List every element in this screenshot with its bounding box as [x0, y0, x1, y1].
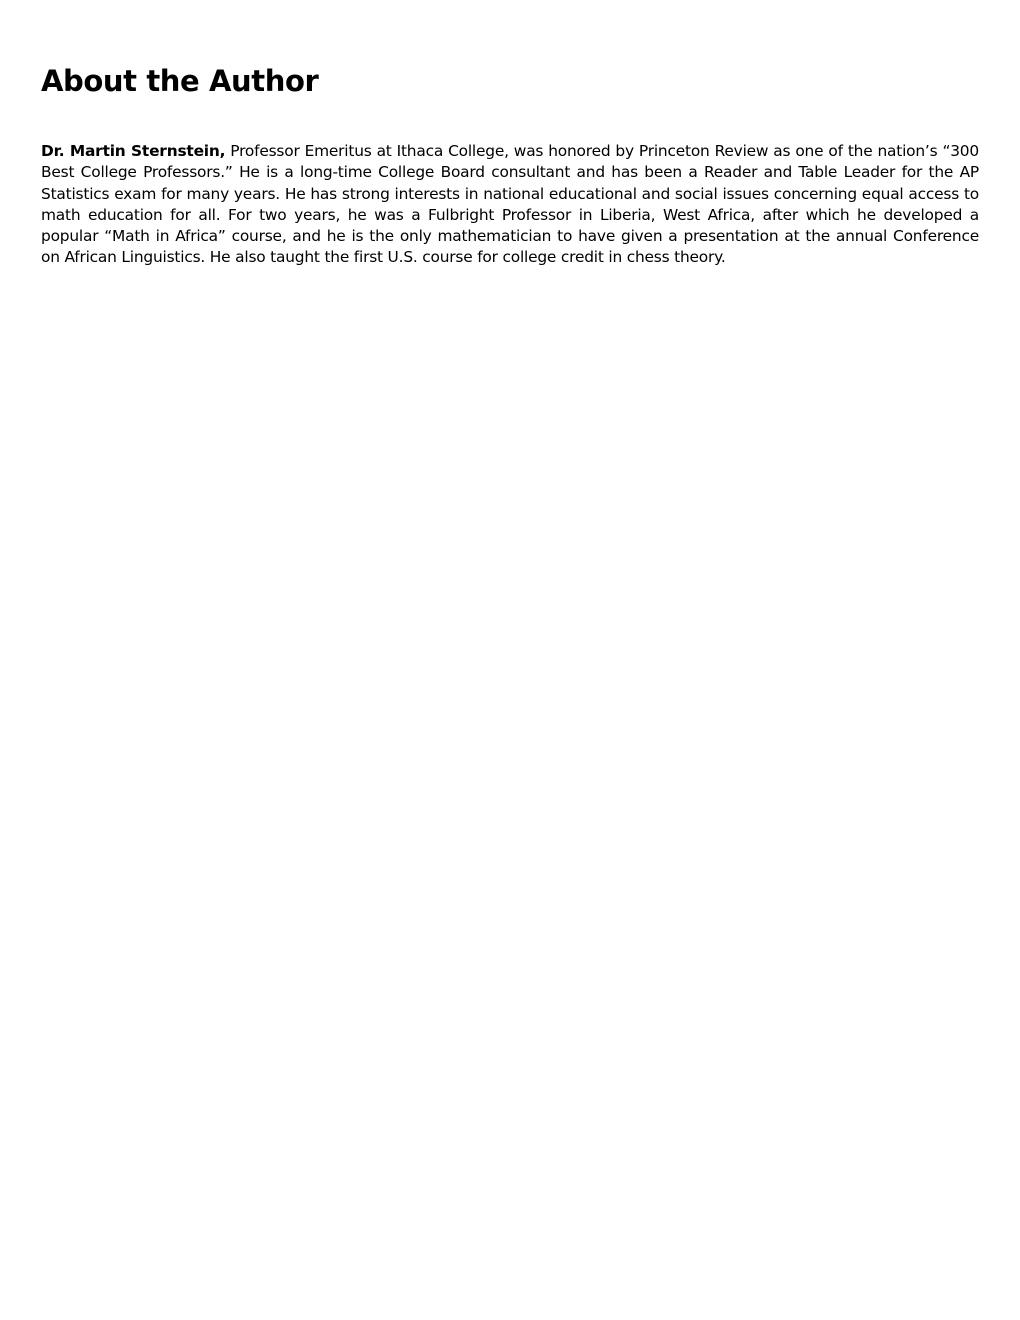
author-name: Dr. Martin Sternstein,	[41, 142, 226, 160]
page-title: About the Author	[41, 64, 319, 98]
document-page	[41, 0, 979, 269]
author-bio-paragraph	[41, 141, 979, 269]
author-bio-text: Professor Emeritus at Ithaca College, was honored by Princeton Review as one of the nation’s “300 Best College Professors.” He is a long-time College Board consultant and has been a Reader and Table Leader for the AP Statistics exam for many years. He has strong interests in national educational and social issues concerning equal access to math education for all. For two years, he was a Fulbright Professor in Liberia, West Africa, after which he developed a popular “Math in Africa” course, and he is the only mathematician to have given a presentation at the annual Conference on African Linguistics. He also taught the first U.S. course for college credit in chess theory.	[41, 142, 979, 267]
